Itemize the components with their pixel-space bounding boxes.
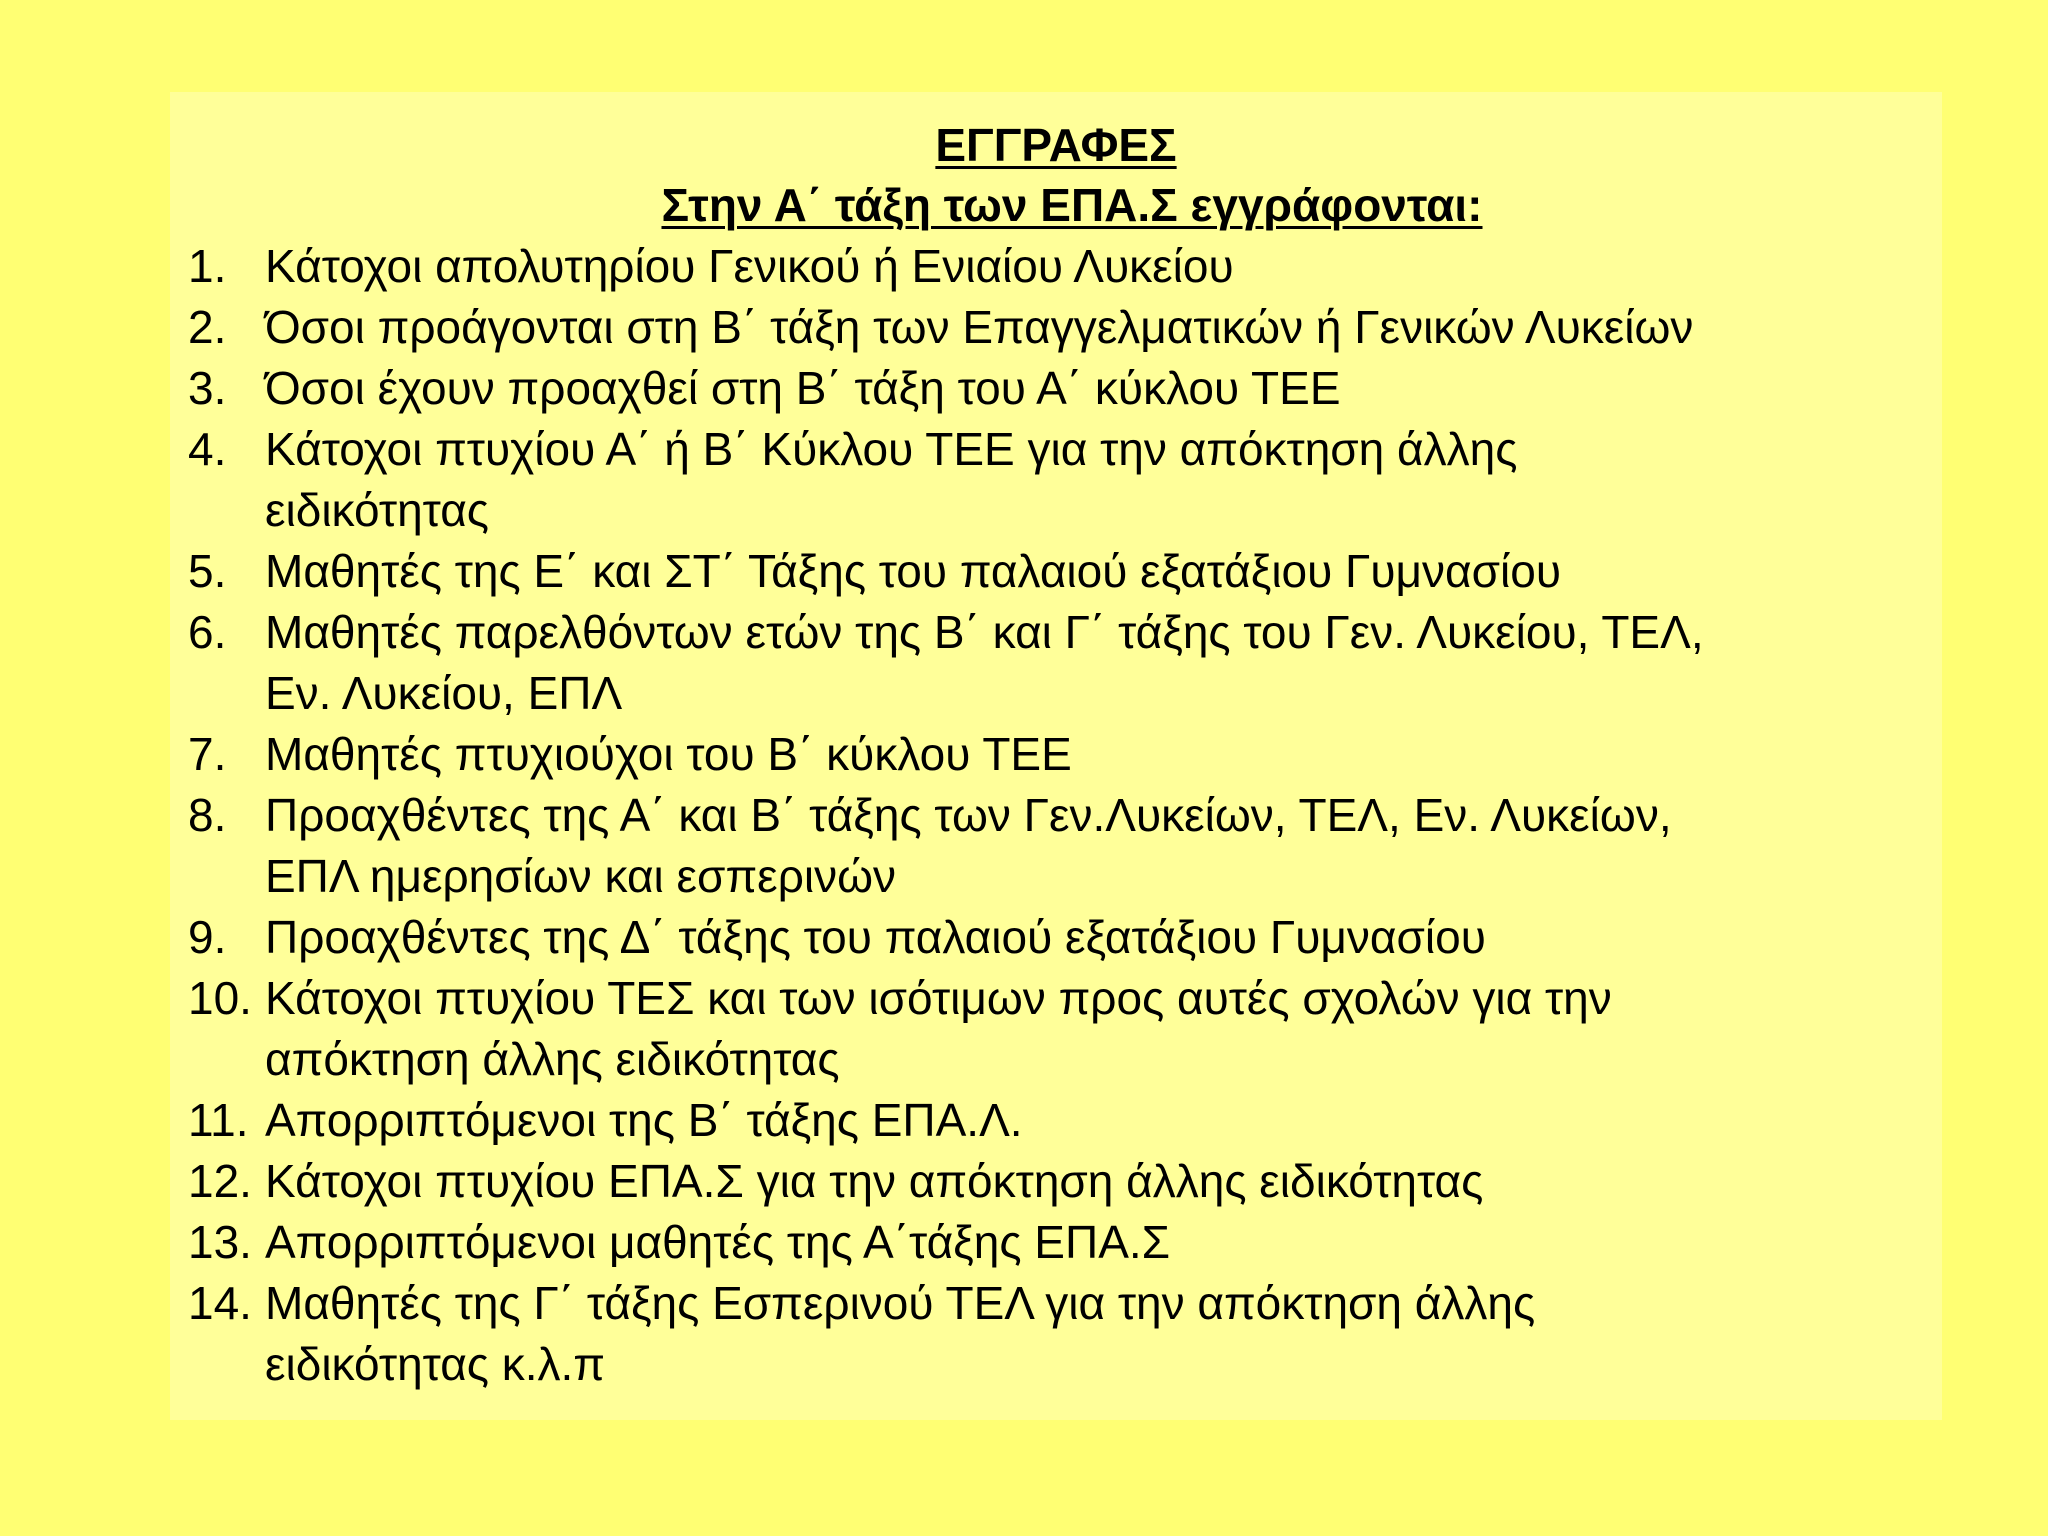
list-item-number: 9. bbox=[188, 911, 227, 963]
list-item bbox=[188, 236, 1938, 297]
list-item-number: 14. bbox=[188, 1277, 252, 1329]
list-item bbox=[188, 785, 1938, 907]
list-item-text-line: Προαχθέντες της Α΄ και Β΄ τάξης των Γεν.Λυκείων, ΤΕΛ, Εν. Λυκείων, bbox=[265, 789, 1672, 841]
list-item-number: 4. bbox=[188, 423, 227, 475]
list-item bbox=[188, 1212, 1938, 1273]
list-item bbox=[188, 724, 1938, 785]
list-item bbox=[188, 358, 1938, 419]
list-item-number: 6. bbox=[188, 606, 227, 658]
list-item-number: 8. bbox=[188, 789, 227, 841]
list-item-text-line: ειδικότητας κ.λ.π bbox=[265, 1338, 606, 1390]
list-item-text-line: Κάτοχοι πτυχίου ΤΕΣ και των ισότιμων προς αυτές σχολών για την bbox=[265, 972, 1612, 1024]
slide-subtitle: Στην Α΄ τάξη των ΕΠΑ.Σ εγγράφονται: bbox=[661, 179, 1483, 231]
list-item-number: 1. bbox=[188, 240, 227, 292]
list-item-text-line: Μαθητές της Γ΄ τάξης Εσπερινού ΤΕΛ για την απόκτηση άλλης bbox=[265, 1277, 1536, 1329]
list-item bbox=[188, 297, 1938, 358]
list-item-text-line: απόκτηση άλλης ειδικότητας bbox=[265, 1033, 840, 1085]
list-item bbox=[188, 419, 1938, 541]
list-item bbox=[188, 1273, 1938, 1395]
list-item bbox=[188, 602, 1938, 724]
list-item-number: 13. bbox=[188, 1216, 252, 1268]
list-item-number: 2. bbox=[188, 301, 227, 353]
list-item-number: 7. bbox=[188, 728, 227, 780]
list-item-text-line: Κάτοχοι απολυτηρίου Γενικού ή Ενιαίου Λυκείου bbox=[265, 240, 1234, 292]
slide-panel bbox=[170, 92, 1942, 1420]
list-item-text-line: Απορριπτόμενοι μαθητές της Α΄τάξης ΕΠΑ.Σ bbox=[265, 1216, 1171, 1268]
list-item-text-line: Εν. Λυκείου, ΕΠΛ bbox=[265, 667, 623, 719]
list-item-number: 11. bbox=[188, 1094, 249, 1146]
list-item bbox=[188, 968, 1938, 1090]
list-item-text-line: Κάτοχοι πτυχίου Α΄ ή Β΄ Κύκλου ΤΕΕ για την απόκτηση άλλης bbox=[265, 423, 1518, 475]
slide-title: ΕΓΓΡΑΦΕΣ bbox=[935, 119, 1177, 171]
list-item-text-line: Μαθητές παρελθόντων ετών της Β΄ και Γ΄ τάξης του Γεν. Λυκείου, ΤΕΛ, bbox=[265, 606, 1704, 658]
list-item-text-line: Προαχθέντες της Δ΄ τάξης του παλαιού εξατάξιου Γυμνασίου bbox=[265, 911, 1486, 963]
list-item-text-line: Κάτοχοι πτυχίου ΕΠΑ.Σ για την απόκτηση άλλης ειδικότητας bbox=[265, 1155, 1484, 1207]
list-item-text-line: Απορριπτόμενοι της Β΄ τάξης ΕΠΑ.Λ. bbox=[265, 1094, 1023, 1146]
list-item-text-line: ΕΠΛ ημερησίων και εσπερινών bbox=[265, 850, 896, 902]
list-item bbox=[188, 907, 1938, 968]
list-item-text-line: ειδικότητας bbox=[265, 484, 489, 536]
list-item-number: 3. bbox=[188, 362, 227, 414]
list-item-text-line: Μαθητές της Ε΄ και ΣΤ΄ Τάξης του παλαιού εξατάξιου Γυμνασίου bbox=[265, 545, 1561, 597]
list-item bbox=[188, 1151, 1938, 1212]
list-item-number: 10. bbox=[188, 972, 252, 1024]
list-item bbox=[188, 541, 1938, 602]
list-item-text-line: Μαθητές πτυχιούχοι του Β΄ κύκλου ΤΕΕ bbox=[265, 728, 1072, 780]
list-item-number: 5. bbox=[188, 545, 227, 597]
list-item-number: 12. bbox=[188, 1155, 252, 1207]
list-item-text-line: Όσοι προάγονται στη Β΄ τάξη των Επαγγελματικών ή Γενικών Λυκείων bbox=[265, 301, 1694, 353]
enrollment-list bbox=[188, 236, 1938, 1395]
list-item bbox=[188, 1090, 1938, 1151]
list-item-text-line: Όσοι έχουν προαχθεί στη Β΄ τάξη του Α΄ κύκλου ΤΕΕ bbox=[265, 362, 1341, 414]
